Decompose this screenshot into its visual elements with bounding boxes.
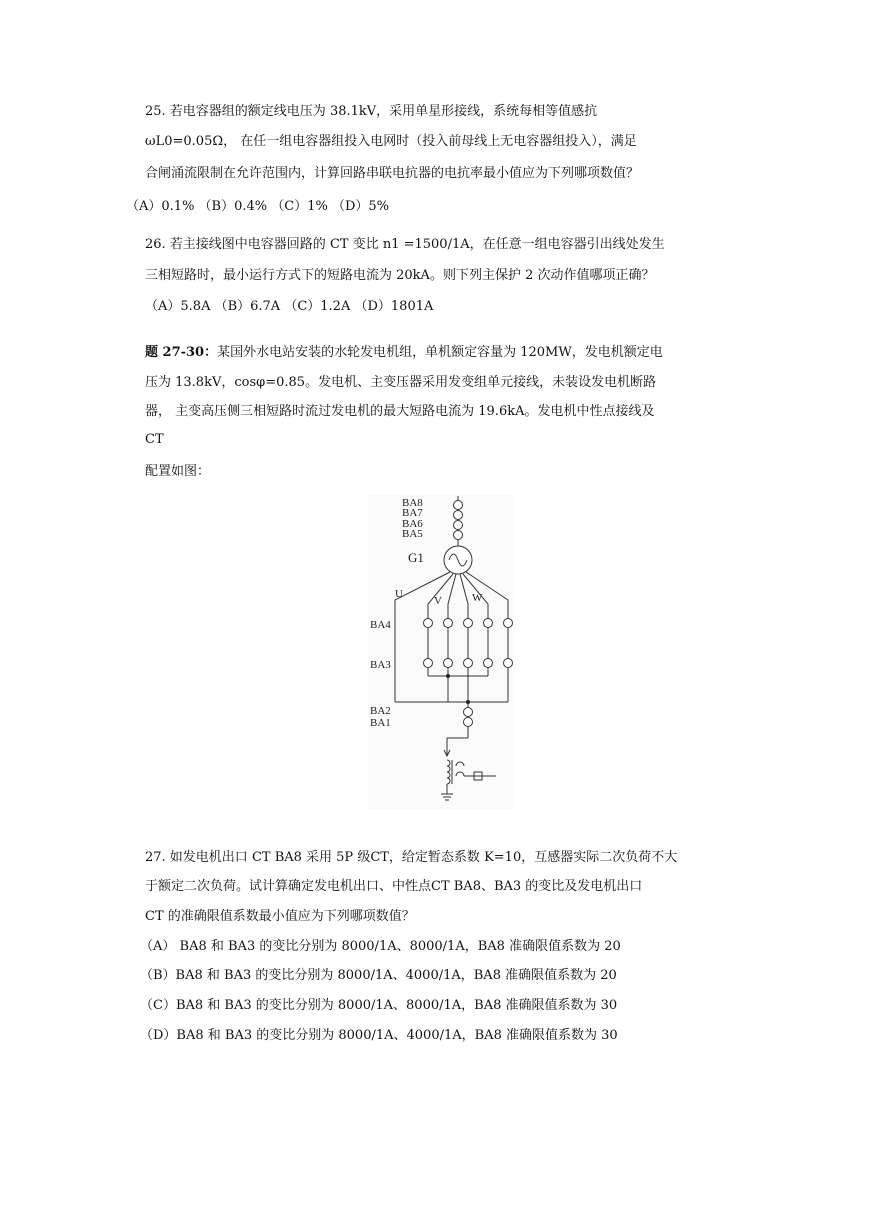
label-ba4: BA4 <box>370 619 391 631</box>
q27-option-b: （B）BA8 和 BA3 的变比分别为 8000/1A、4000/1A，BA8 准确限值系数为 20 <box>140 968 617 983</box>
diagram-background <box>368 494 514 810</box>
q25-line-2: ωL0=0.05Ω， 在任一组电容器组投入电网时（投入前母线上无电容器组投入），满足 <box>145 134 637 149</box>
label-ba3: BA3 <box>370 659 391 671</box>
q27-option-a: （A） BA8 和 BA3 的变比分别为 8000/1A、8000/1A，BA8 准确限值系数为 20 <box>140 939 621 954</box>
ct-ba8 <box>454 501 463 510</box>
ct-ba3-5 <box>504 659 513 668</box>
ct-ba3-1 <box>424 659 433 668</box>
ct-ba4-1 <box>424 619 433 628</box>
ct-ba4-2 <box>444 619 453 628</box>
q27-line-1: 27. 如发电机出口 CT BA8 采用 5P 级CT，给定暂态系数 K=10，互感器实际二次负荷不大 <box>145 850 678 865</box>
intro-heading: 题 27-30： <box>145 345 218 360</box>
ct-ba4-5 <box>504 619 513 628</box>
ct-ba3-3 <box>464 659 473 668</box>
q27-option-c: （C）BA8 和 BA3 的变比分别为 8000/1A、8000/1A，BA8 准确限值系数为 30 <box>140 998 618 1013</box>
q27-line-3: CT 的准确限值系数最小值应为下列哪项数值？ <box>145 909 415 924</box>
intro-line-3: 器， 主变高压侧三相短路时流过发电机的最大短路电流为 19.6kA。发电机中性点接线及 <box>145 404 655 419</box>
label-phase-v: V <box>434 595 442 607</box>
ct-ba1 <box>464 718 473 727</box>
junction-dot-2 <box>466 700 470 704</box>
q27-option-d: （D）BA8 和 BA3 的变比分别为 8000/1A、4000/1A，BA8 准确限值系数为 30 <box>140 1028 618 1043</box>
ct-ba4-3 <box>464 619 473 628</box>
intro-line-1 <box>145 345 663 361</box>
label-ba1: BA1 <box>370 717 391 729</box>
q25-line-3: 合闸涌流限制在允许范围内，计算回路串联电抗器的电抗率最小值应为下列哪项数值？ <box>145 166 640 181</box>
ct-ba5 <box>454 531 463 540</box>
label-phase-u: U <box>395 588 403 600</box>
ct-ba3-4 <box>484 659 493 668</box>
q27-line-2: 于额定二次负荷。试计算确定发电机出口、中性点CT BA8、BA3 的变比及发电机出口 <box>145 879 643 894</box>
label-ba2: BA2 <box>370 705 391 717</box>
generator-ct-diagram <box>368 494 514 810</box>
ct-ba6 <box>454 521 463 530</box>
label-phase-w: W <box>472 592 483 604</box>
intro-line-2: 压为 13.8kV，cosφ=0.85。发电机、主变压器采用发变组单元接线，未装设发电机断路 <box>145 375 657 390</box>
label-ba6: BA6 <box>402 518 423 530</box>
junction-dot-1 <box>446 674 450 678</box>
ct-ba3-2 <box>444 659 453 668</box>
q25-line-1: 25. 若电容器组的额定线电压为 38.1kV，采用单星形接线，系统每相等值感抗 <box>145 104 598 119</box>
ct-ba7 <box>454 511 463 520</box>
intro-line-1-text: 某国外水电站安装的水轮发电机组，单机额定容量为 120MW，发电机额定电 <box>217 345 663 360</box>
label-ba5: BA5 <box>402 528 423 540</box>
intro-line-5: 配置如图： <box>145 464 211 479</box>
ct-ba4-4 <box>484 619 493 628</box>
label-ba8: BA8 <box>402 497 423 509</box>
intro-line-4: CT <box>145 432 164 447</box>
label-generator: G1 <box>408 550 424 565</box>
q26-line-1: 26. 若主接线图中电容器回路的 CT 变比 n1 =1500/1A，在任意一组电容器引出线处发生 <box>145 237 665 252</box>
q26-options: （A）5.8A （B）6.7A （C）1.2A （D）1801A <box>145 299 434 314</box>
ct-ba2 <box>464 708 473 717</box>
label-ba7: BA7 <box>402 507 423 519</box>
q25-options: （A）0.1% （B）0.4% （C）1% （D）5% <box>126 199 390 214</box>
q26-line-2: 三相短路时，最小运行方式下的短路电流为 20kA。则下列主保护 2 次动作值哪项正确？ <box>145 268 655 283</box>
